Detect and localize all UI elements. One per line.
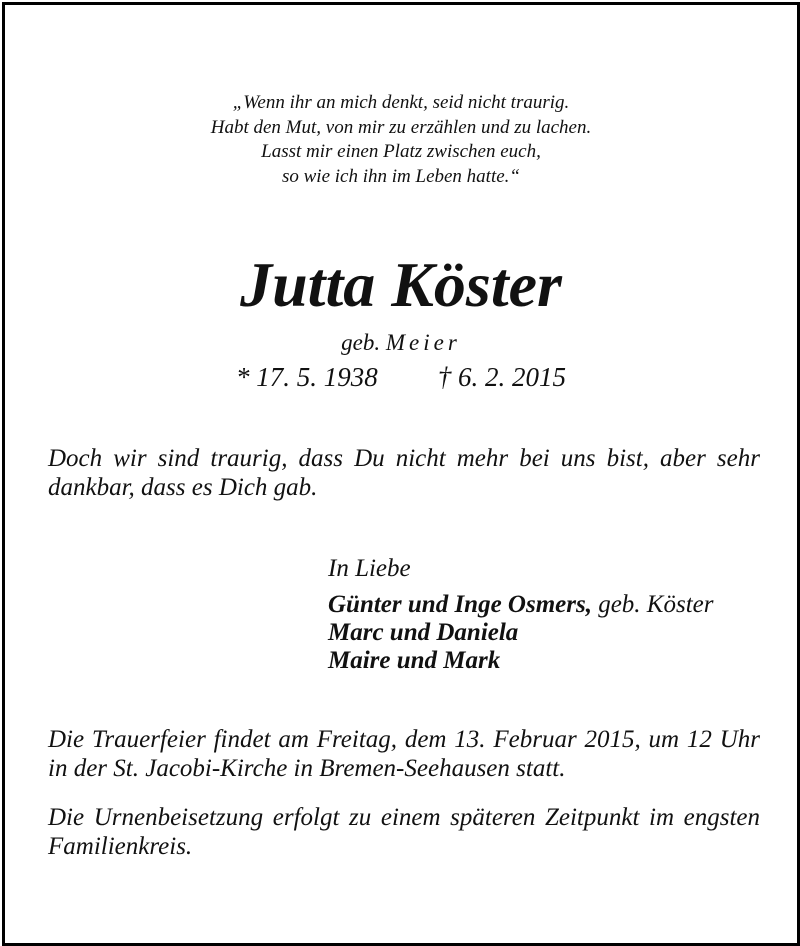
- maiden-name-line: [5, 328, 797, 358]
- maiden-name: Meier: [385, 330, 461, 355]
- funeral-info: Die Trauerfeier findet am Freitag, dem 13. Februar 2015, um 12 Uhr in der St. Jacobi-Kirche in Bremen-Seehausen statt.: [48, 726, 760, 782]
- quote-line: Lasst mir einen Platz zwischen euch,: [261, 141, 541, 162]
- condolence-message: Doch wir sind traurig, dass Du nicht mehr bei uns bist, aber sehr dankbar, dass es Dich gab.: [48, 445, 760, 501]
- signer-entry: [328, 591, 788, 619]
- maiden-prefix: geb.: [341, 330, 381, 355]
- signer-names: Marc und Daniela: [328, 619, 519, 646]
- signer-names: Maire und Mark: [328, 647, 501, 674]
- signers-greeting: In Liebe: [328, 555, 411, 582]
- quote-line: „Wenn ihr an mich denkt, seid nicht traurig.: [232, 92, 570, 113]
- burial-info: Die Urnenbeisetzung erfolgt zu einem späteren Zeitpunkt im engsten Familienkreis.: [48, 804, 760, 860]
- life-dates: [5, 360, 797, 394]
- quote-line: so wie ich ihn im Leben hatte.“: [281, 165, 520, 187]
- signers-block: [328, 555, 788, 675]
- memorial-quote: [5, 91, 797, 189]
- death-date: † 6. 2. 2015: [437, 362, 566, 392]
- obituary-notice: [2, 2, 800, 946]
- deceased-name: Jutta Köster: [240, 249, 562, 320]
- quote-line: Habt den Mut, von mir zu erzählen und zu lachen.: [210, 116, 592, 138]
- signer-entry: [328, 647, 788, 675]
- birth-date: * 17. 5. 1938: [236, 362, 378, 392]
- signer-names: Günter und Inge Osmers,: [328, 591, 592, 618]
- signer-note: geb. Köster: [591, 591, 714, 618]
- signer-entry: [328, 619, 788, 647]
